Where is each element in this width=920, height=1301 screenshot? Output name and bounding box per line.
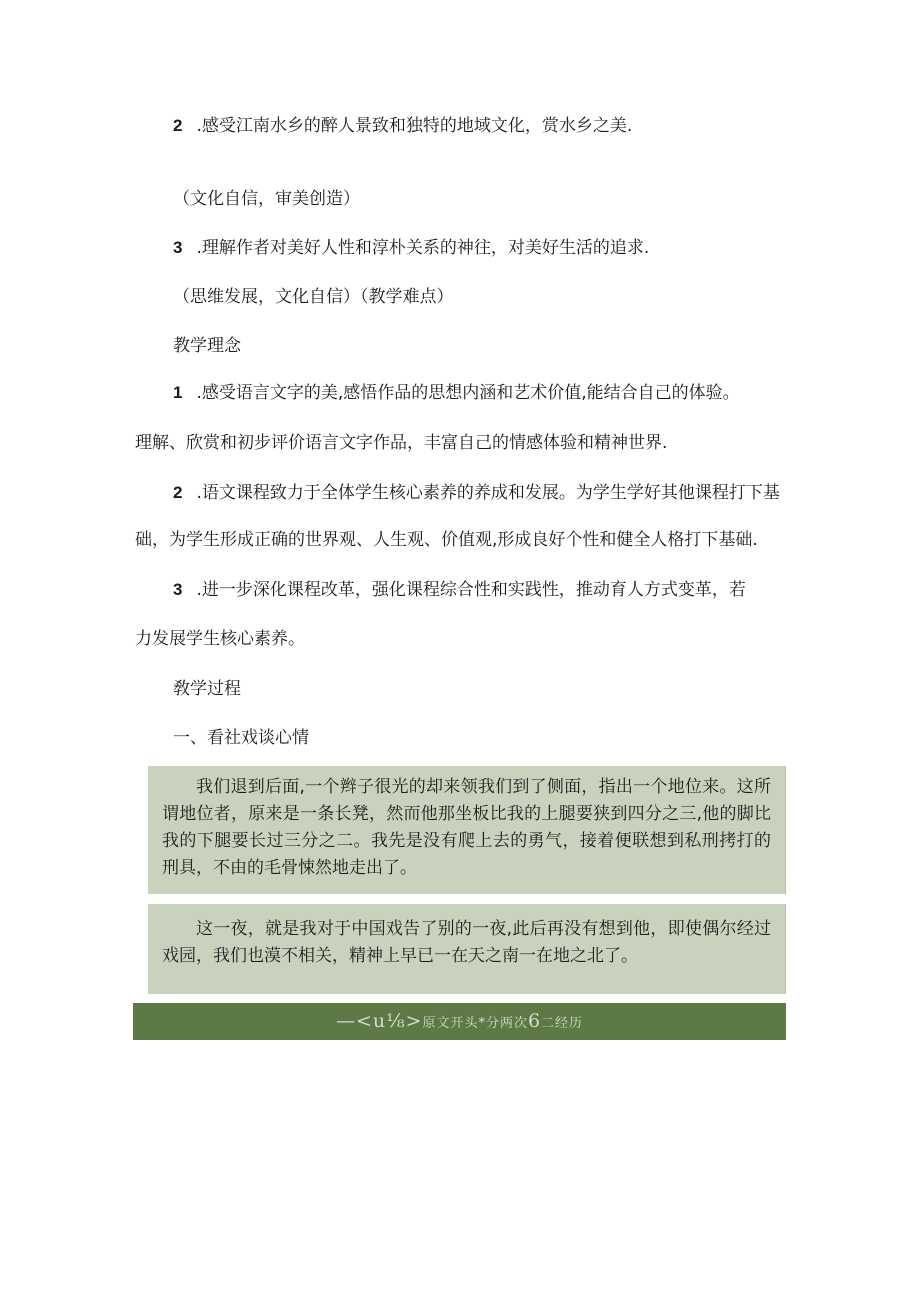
item-text: .进一步深化课程改革，强化课程综合性和实践性，推动育人方式变革，若 <box>196 580 746 600</box>
item-number: 2 <box>173 116 183 135</box>
section-heading-process: 敎学过程 <box>173 679 241 699</box>
section-title-1: 一、看社戏谈心情 <box>173 728 309 748</box>
banner-number: 6 <box>527 1010 542 1032</box>
item-number: 3 <box>173 580 183 599</box>
item-text: .感受语言文字的美,感悟作品的思想内涵和艺术价值,能结合自己的体验。 <box>196 383 740 403</box>
philosophy-item-2 <box>173 482 780 504</box>
item-text: .理解作者对美好人性和淳朴关系的神往，对美好生活的追求. <box>196 238 650 258</box>
objective-item-3-tag: （思维发展，文化自信）（教学难点） <box>173 287 454 307</box>
objective-item-3 <box>173 237 649 259</box>
item-text: .语文课程致力于全体学生核心素养的养成和发展。为学生学好其他课程打下基 <box>196 483 780 503</box>
item-number: 2 <box>173 483 183 502</box>
quote-text: 我们退到后面,一个辫子很光的却来领我们到了侧面，指出一个地位来。这所谓地位者，原来是一条长凳，然而他那坐板比我的上腿要狭到四分之三,他的脚比我的下腿要长过三分之二。我先是没有爬上去的勇气，接着便联想到私刑拷打的刑具，不由的毛骨悚然地走出了。 <box>162 777 771 878</box>
philosophy-item-1 <box>173 382 740 404</box>
philosophy-item-2-cont: 础，为学生形成正确的世界观、人生观、价值观,形成良好个性和健全人格打下基础. <box>135 530 758 550</box>
banner-mid: 原文开头*分两次 <box>422 1016 528 1031</box>
philosophy-item-1-cont: 理解、欣赏和初步评价语言文字作品，丰富自己的情感体验和精神世界. <box>135 433 668 453</box>
item-text: .感受江南水乡的醉人景致和独特的地域文化，赏水乡之美. <box>196 116 633 136</box>
item-number: 3 <box>173 238 183 257</box>
philosophy-item-3-cont: 力发展学生核心素养。 <box>135 629 305 649</box>
philosophy-item-3 <box>173 579 746 601</box>
banner-lead: —<u⅛> <box>335 1010 423 1032</box>
quote-box-1 <box>148 766 786 894</box>
objective-item-2-tag: （文化自信，审美创造） <box>173 189 360 209</box>
section-heading-philosophy: 教学理念 <box>173 336 241 356</box>
quote-text: 这一夜，就是我对于中国戏告了别的一夜,此后再没有想到他，即使偶尔经过戏园，我们也漠不相关，精神上早已一在天之南一在地之北了。 <box>162 919 771 966</box>
objective-item-2 <box>173 115 632 137</box>
banner-tail: 二经历 <box>541 1016 584 1031</box>
item-number: 1 <box>173 383 183 402</box>
section-banner <box>133 1003 786 1040</box>
quote-box-2 <box>148 904 786 994</box>
